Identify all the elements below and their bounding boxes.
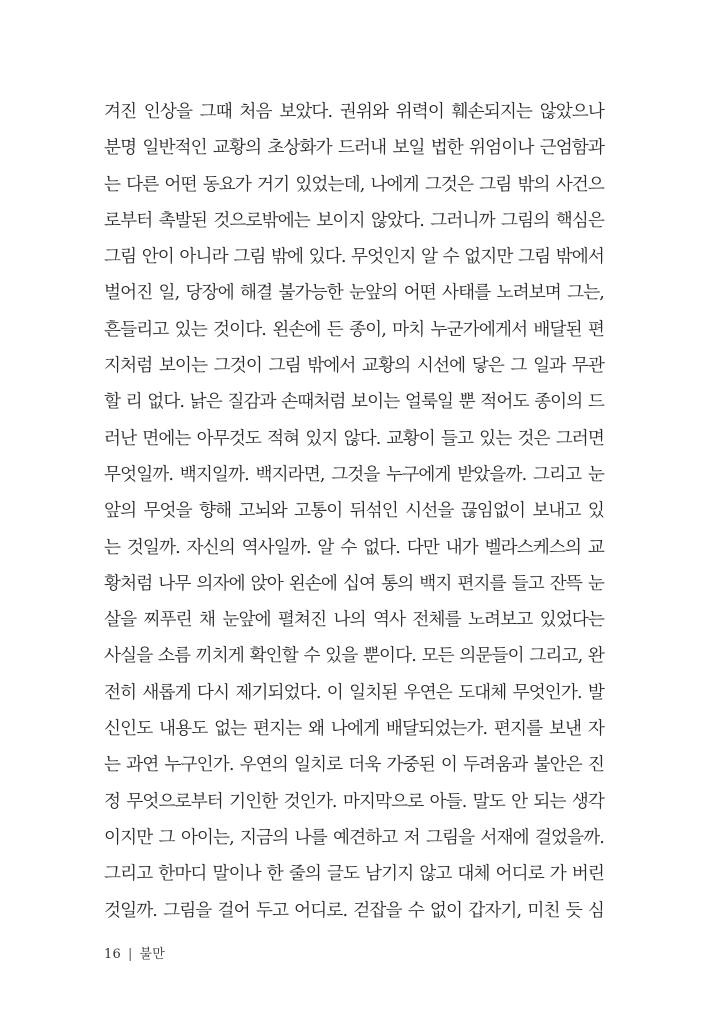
text-line: 신인도 내용도 없는 편지는 왜 나에게 배달되었는가. 편지를 보낸 자: [104, 719, 604, 740]
text-line: 할 리 없다. 낡은 질감과 손때처럼 보이는 얼룩일 뿐 적어도 종이의 드: [104, 392, 604, 413]
text-line: 벌어진 일, 당장에 해결 불가능한 눈앞의 어떤 사태를 노려보며 그는,: [104, 283, 604, 304]
text-line: 이지만 그 아이는, 지금의 나를 예견하고 저 그림을 서재에 걸었을까.: [104, 827, 604, 848]
text-line: 로부터 촉발된 것으로밖에는 보이지 않았다. 그러니까 그림의 핵심은: [104, 210, 604, 231]
text-line: 살을 찌푸린 채 눈앞에 펼쳐진 나의 역사 전체를 노려보고 있었다는: [104, 610, 604, 631]
text-line: 정 무엇으로부터 기인한 것인가. 마지막으로 아들. 말도 안 되는 생각: [104, 791, 604, 812]
footer-separator: |: [127, 947, 133, 962]
page-number: 16: [104, 947, 121, 962]
text-line: 지처럼 보이는 그것이 그림 밖에서 교황의 시선에 닿은 그 일과 무관: [104, 356, 604, 377]
text-line: 전히 새롭게 다시 제기되었다. 이 일치된 우연은 도대체 무엇인가. 발: [104, 682, 604, 703]
text-line: 흔들리고 있는 것이다. 왼손에 든 종이, 마치 누군가에게서 배달된 편: [104, 319, 604, 340]
text-line: 분명 일반적인 교황의 초상화가 드러내 보일 법한 위엄이나 근엄함과: [104, 138, 604, 159]
text-line: 사실을 소름 끼치게 확인할 수 있을 뿐이다. 모든 의문들이 그리고, 완: [104, 646, 604, 667]
text-line: 앞의 무엇을 향해 고뇌와 고통이 뒤섞인 시선을 끊임없이 보내고 있: [104, 501, 604, 522]
text-line: 그림 안이 아니라 그림 밖에 있다. 무엇인지 알 수 없지만 그림 밖에서: [104, 247, 604, 268]
book-title: 불만: [139, 947, 166, 962]
page-footer: [104, 943, 165, 962]
text-line: 는 다른 어떤 동요가 거기 있었는데, 나에게 그것은 그림 밖의 사건으: [104, 174, 604, 195]
text-line: 러난 면에는 아무것도 적혀 있지 않다. 교황이 들고 있는 것은 그러면: [104, 428, 604, 449]
text-line: 겨진 인상을 그때 처음 보았다. 권위와 위력이 훼손되지는 않았으나: [104, 102, 604, 122]
body-text: [104, 94, 604, 929]
text-line: 는 것일까. 자신의 역사일까. 알 수 없다. 다만 내가 벨라스케스의 교: [104, 537, 604, 558]
text-line: 무엇일까. 백지일까. 백지라면, 그것을 누구에게 받았을까. 그리고 눈: [104, 464, 604, 485]
text-line: 그리고 한마디 말이나 한 줄의 글도 남기지 않고 대체 어디로 가 버린: [104, 864, 604, 885]
text-line: 황처럼 나무 의자에 앉아 왼손에 십여 통의 백지 편지를 들고 잔뜩 눈: [104, 573, 604, 594]
text-line: 것일까. 그림을 걸어 두고 어디로. 걷잡을 수 없이 갑자기, 미친 듯 심: [104, 900, 604, 921]
text-line: 는 과연 누구인가. 우연의 일치로 더욱 가중된 이 두려움과 불안은 진: [104, 755, 604, 776]
